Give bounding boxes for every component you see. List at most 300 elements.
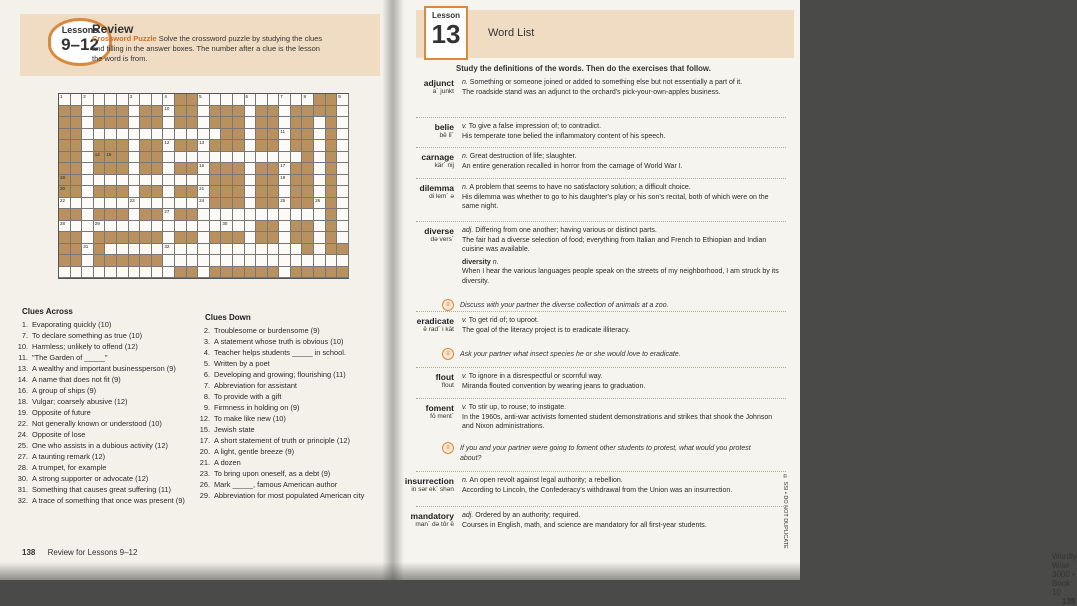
crossword-answer-cell[interactable] [279, 209, 291, 221]
crossword-answer-cell[interactable] [105, 198, 117, 210]
crossword-answer-cell[interactable] [279, 117, 291, 129]
crossword-answer-cell[interactable] [117, 175, 129, 187]
crossword-answer-cell[interactable] [279, 267, 291, 279]
crossword-answer-cell[interactable] [337, 152, 349, 164]
crossword-answer-cell[interactable] [198, 244, 210, 256]
lesson-label: Lesson [431, 11, 460, 20]
clue-text: Abbreviation for most populated American city [214, 491, 365, 500]
crossword-answer-cell[interactable] [140, 267, 152, 279]
crossword-answer-cell[interactable] [82, 117, 94, 129]
crossword-answer-cell[interactable] [245, 232, 257, 244]
crossword-answer-cell[interactable] [279, 255, 291, 267]
crossword-answer-cell[interactable] [198, 163, 210, 175]
crossword-answer-cell[interactable] [71, 94, 83, 106]
crossword-answer-cell[interactable] [140, 244, 152, 256]
crossword-answer-cell[interactable] [117, 198, 129, 210]
crossword-answer-cell[interactable] [337, 221, 349, 233]
crossword-answer-cell[interactable] [82, 232, 94, 244]
crossword-answer-cell[interactable] [337, 94, 349, 106]
crossword-block-cell [59, 186, 71, 198]
crossword-block-cell [302, 163, 314, 175]
crossword-answer-cell[interactable] [175, 221, 187, 233]
entry-word: carnage [421, 152, 454, 162]
crossword-answer-cell[interactable] [302, 94, 314, 106]
crossword-answer-cell[interactable] [198, 186, 210, 198]
crossword-answer-cell[interactable] [140, 175, 152, 187]
crossword-answer-cell[interactable] [82, 152, 94, 164]
clue-text: A short statement of truth or principle (12) [214, 436, 350, 445]
entry-head [396, 403, 454, 420]
crossword-answer-cell[interactable] [163, 152, 175, 164]
entry-pronunciation: də vers´ [430, 236, 454, 243]
clue-number: 25 [280, 197, 286, 203]
crossword-answer-cell[interactable] [337, 163, 349, 175]
crossword-answer-cell[interactable] [187, 198, 199, 210]
crossword-answer-cell[interactable] [82, 106, 94, 118]
crossword-answer-cell[interactable] [82, 244, 94, 256]
crossword-answer-cell[interactable] [105, 244, 117, 256]
crossword-block-cell [326, 244, 338, 256]
entry-word: mandatory [410, 511, 454, 521]
crossword-answer-cell[interactable] [314, 152, 326, 164]
crossword-answer-cell[interactable] [129, 209, 141, 221]
crossword-answer-cell[interactable] [279, 198, 291, 210]
crossword-answer-cell[interactable] [221, 94, 233, 106]
crossword-answer-cell[interactable] [198, 198, 210, 210]
clue-number: 21. [199, 458, 210, 467]
crossword-answer-cell[interactable] [163, 175, 175, 187]
crossword-answer-cell[interactable] [198, 117, 210, 129]
crossword-answer-cell[interactable] [94, 129, 106, 141]
crossword-answer-cell[interactable] [337, 232, 349, 244]
crossword-answer-cell[interactable] [82, 163, 94, 175]
crossword-answer-cell[interactable] [233, 209, 245, 221]
crossword-answer-cell[interactable] [245, 140, 257, 152]
crossword-grid [58, 93, 348, 277]
clue-number: 11 [280, 128, 285, 134]
crossword-answer-cell[interactable] [152, 198, 164, 210]
crossword-block-cell [129, 232, 141, 244]
crossword-answer-cell[interactable] [210, 255, 222, 267]
crossword-answer-cell[interactable] [105, 221, 117, 233]
crossword-answer-cell[interactable] [314, 209, 326, 221]
crossword-answer-cell[interactable] [82, 209, 94, 221]
clue-item [14, 473, 185, 484]
crossword-block-cell [59, 117, 71, 129]
crossword-answer-cell[interactable] [187, 255, 199, 267]
crossword-answer-cell[interactable] [256, 152, 268, 164]
crossword-answer-cell[interactable] [314, 163, 326, 175]
crossword-answer-cell[interactable] [245, 163, 257, 175]
crossword-answer-cell[interactable] [59, 94, 71, 106]
crossword-answer-cell[interactable] [256, 255, 268, 267]
crossword-answer-cell[interactable] [221, 152, 233, 164]
crossword-answer-cell[interactable] [187, 152, 199, 164]
crossword-answer-cell[interactable] [210, 94, 222, 106]
crossword-answer-cell[interactable] [233, 244, 245, 256]
crossword-answer-cell[interactable] [198, 232, 210, 244]
crossword-answer-cell[interactable] [268, 255, 280, 267]
crossword-answer-cell[interactable] [314, 255, 326, 267]
crossword-block-cell [326, 106, 338, 118]
crossword-answer-cell[interactable] [279, 244, 291, 256]
crossword-block-cell [94, 117, 106, 129]
crossword-answer-cell[interactable] [129, 152, 141, 164]
crossword-answer-cell[interactable] [163, 255, 175, 267]
crossword-answer-cell[interactable] [129, 140, 141, 152]
crossword-answer-cell[interactable] [59, 267, 71, 279]
clue-number: 29. [199, 491, 210, 500]
crossword-answer-cell[interactable] [198, 94, 210, 106]
crossword-answer-cell[interactable] [279, 94, 291, 106]
crossword-answer-cell[interactable] [337, 255, 349, 267]
crossword-block-cell [221, 129, 233, 141]
clue-number: 17 [280, 163, 286, 168]
crossword-block-cell [302, 232, 314, 244]
entry-pronunciation: kär´ nij [434, 162, 454, 169]
crossword-answer-cell[interactable] [175, 244, 187, 256]
clue-item [14, 396, 185, 407]
clue-item [14, 462, 185, 473]
crossword-answer-cell[interactable] [198, 106, 210, 118]
clue-number: 28. [17, 463, 28, 472]
clue-number: 22. [17, 419, 28, 428]
crossword-answer-cell[interactable] [105, 94, 117, 106]
part-of-speech: n. [462, 153, 468, 160]
crossword-answer-cell[interactable] [268, 94, 280, 106]
crossword-answer-cell[interactable] [82, 94, 94, 106]
crossword-answer-cell[interactable] [221, 255, 233, 267]
crossword-answer-cell[interactable] [221, 221, 233, 233]
clue-number: 7. [203, 381, 210, 390]
crossword-answer-cell[interactable] [82, 267, 94, 279]
crossword-answer-cell[interactable] [245, 221, 257, 233]
crossword-answer-cell[interactable] [256, 94, 268, 106]
crossword-answer-cell[interactable] [187, 175, 199, 187]
crossword-answer-cell[interactable] [163, 198, 175, 210]
crossword-answer-cell[interactable] [279, 232, 291, 244]
crossword-block-cell [94, 209, 106, 221]
crossword-answer-cell[interactable] [245, 244, 257, 256]
crossword-answer-cell[interactable] [291, 94, 303, 106]
crossword-answer-cell[interactable] [163, 267, 175, 279]
entry-pronunciation: fō ment´ [430, 413, 454, 420]
entry-example: Courses in English, math, and science are mandatory for all first-year students. [462, 521, 707, 529]
entry-pronunciation: man´ də tôr ē [415, 521, 454, 528]
crossword-answer-cell[interactable] [210, 244, 222, 256]
crossword-answer-cell[interactable] [140, 198, 152, 210]
crossword-answer-cell[interactable] [117, 221, 129, 233]
crossword-answer-cell[interactable] [129, 117, 141, 129]
clue-number: 14 [94, 151, 100, 157]
clue-item [196, 468, 364, 479]
crossword-answer-cell[interactable] [129, 106, 141, 118]
crossword-answer-cell[interactable] [337, 117, 349, 129]
crossword-block-cell [233, 232, 245, 244]
crossword-answer-cell[interactable] [152, 175, 164, 187]
clue-number: 5. [203, 359, 210, 368]
crossword-answer-cell[interactable] [210, 221, 222, 233]
crossword-answer-cell[interactable] [302, 255, 314, 267]
crossword-block-cell [152, 232, 164, 244]
crossword-answer-cell[interactable] [94, 94, 106, 106]
crossword-block-cell [105, 232, 117, 244]
derived-form [462, 258, 780, 287]
crossword-block-cell [256, 106, 268, 118]
clue-item [14, 407, 185, 418]
entry-body [462, 78, 780, 97]
crossword-answer-cell[interactable] [105, 175, 117, 187]
crossword-answer-cell[interactable] [105, 267, 117, 279]
crossword-answer-cell[interactable] [337, 209, 349, 221]
crossword-answer-cell[interactable] [94, 267, 106, 279]
crossword-answer-cell[interactable] [198, 267, 210, 279]
crossword-answer-cell[interactable] [163, 94, 175, 106]
crossword-answer-cell[interactable] [117, 244, 129, 256]
crossword-answer-cell[interactable] [337, 140, 349, 152]
crossword-answer-cell[interactable] [302, 209, 314, 221]
crossword-answer-cell[interactable] [337, 175, 349, 187]
crossword-answer-cell[interactable] [198, 152, 210, 164]
crossword-answer-cell[interactable] [163, 129, 175, 141]
clue-number: 12. [199, 414, 210, 423]
crossword-answer-cell[interactable] [140, 221, 152, 233]
crossword-answer-cell[interactable] [268, 244, 280, 256]
crossword-answer-cell[interactable] [105, 129, 117, 141]
crossword-answer-cell[interactable] [187, 129, 199, 141]
crossword-answer-cell[interactable] [94, 221, 106, 233]
crossword-block-cell [152, 117, 164, 129]
crossword-block-cell [152, 152, 164, 164]
clue-number: 17. [199, 436, 210, 445]
crossword-answer-cell[interactable] [152, 267, 164, 279]
crossword-block-cell [302, 152, 314, 164]
crossword-block-cell [233, 163, 245, 175]
discussion-text: Discuss with your partner the diverse collection of animals at a zoo. [460, 302, 669, 309]
crossword-answer-cell[interactable] [129, 129, 141, 141]
crossword-answer-cell[interactable] [187, 244, 199, 256]
clue-text: Abbreviation for assistant [214, 381, 297, 390]
crossword-answer-cell[interactable] [314, 140, 326, 152]
clue-number: 19. [17, 408, 28, 417]
crossword-answer-cell[interactable] [279, 163, 291, 175]
crossword-answer-cell[interactable] [163, 221, 175, 233]
crossword-block-cell [337, 267, 349, 279]
crossword-answer-cell[interactable] [163, 140, 175, 152]
crossword-answer-cell[interactable] [314, 175, 326, 187]
crossword-answer-cell[interactable] [82, 198, 94, 210]
crossword-answer-cell[interactable] [129, 267, 141, 279]
crossword-block-cell [256, 198, 268, 210]
clue-text: Written by a poet [214, 359, 270, 368]
crossword-answer-cell[interactable] [163, 106, 175, 118]
crossword-answer-cell[interactable] [59, 221, 71, 233]
crossword-block-cell [314, 267, 326, 279]
crossword-answer-cell[interactable] [279, 140, 291, 152]
derived-example: When I hear the various languages people speak on the streets of my neighborhood, I am struck by its diversity. [462, 268, 779, 285]
crossword-answer-cell[interactable] [163, 117, 175, 129]
crossword-answer-cell[interactable] [71, 198, 83, 210]
crossword-answer-cell[interactable] [163, 209, 175, 221]
crossword-answer-cell[interactable] [198, 129, 210, 141]
crossword-answer-cell[interactable] [314, 129, 326, 141]
entry-word: eradicate [416, 316, 454, 326]
crossword-answer-cell[interactable] [314, 244, 326, 256]
crossword-answer-cell[interactable] [71, 221, 83, 233]
clue-text: Mark _____, famous American author [214, 480, 338, 489]
crossword-answer-cell[interactable] [82, 255, 94, 267]
crossword-answer-cell[interactable] [279, 186, 291, 198]
crossword-answer-cell[interactable] [152, 94, 164, 106]
clue-number: 27 [164, 209, 170, 214]
crossword-answer-cell[interactable] [175, 129, 187, 141]
crossword-answer-cell[interactable] [152, 244, 164, 256]
crossword-answer-cell[interactable] [210, 129, 222, 141]
crossword-answer-cell[interactable] [279, 175, 291, 187]
clue-text: Troublesome or burdensome (9) [214, 326, 320, 335]
crossword-answer-cell[interactable] [291, 152, 303, 164]
crossword-answer-cell[interactable] [314, 198, 326, 210]
clue-number: 12 [164, 140, 170, 145]
crossword-answer-cell[interactable] [210, 152, 222, 164]
crossword-answer-cell[interactable] [314, 186, 326, 198]
crossword-answer-cell[interactable] [82, 140, 94, 152]
crossword-answer-cell[interactable] [71, 267, 83, 279]
clue-number: 29 [94, 220, 100, 226]
crossword-answer-cell[interactable] [175, 255, 187, 267]
review-instructions [92, 34, 332, 64]
crossword-answer-cell[interactable] [326, 255, 338, 267]
crossword-answer-cell[interactable] [94, 175, 106, 187]
entry-divider [416, 506, 786, 507]
crossword-answer-cell[interactable] [279, 221, 291, 233]
crossword-answer-cell[interactable] [337, 106, 349, 118]
left-footer-text: Review for Lessons 9–12 [47, 548, 138, 557]
crossword-answer-cell[interactable] [82, 221, 94, 233]
crossword-answer-cell[interactable] [129, 186, 141, 198]
crossword-answer-cell[interactable] [233, 255, 245, 267]
crossword-answer-cell[interactable] [245, 129, 257, 141]
crossword-answer-cell[interactable] [337, 198, 349, 210]
crossword-answer-cell[interactable] [94, 198, 106, 210]
crossword-answer-cell[interactable] [245, 152, 257, 164]
entry-example: The fair had a diverse selection of food; everything from Italian and French to Ethiopian and Indian cuisine was available. [462, 236, 767, 253]
crossword-answer-cell[interactable] [279, 152, 291, 164]
crossword-answer-cell[interactable] [198, 209, 210, 221]
crossword-answer-cell[interactable] [314, 232, 326, 244]
crossword-answer-cell[interactable] [337, 129, 349, 141]
crossword-block-cell [105, 163, 117, 175]
crossword-answer-cell[interactable] [117, 267, 129, 279]
crossword-answer-cell[interactable] [268, 152, 280, 164]
crossword-answer-cell[interactable] [129, 163, 141, 175]
crossword-answer-cell[interactable] [140, 129, 152, 141]
crossword-answer-cell[interactable] [245, 106, 257, 118]
crossword-answer-cell[interactable] [245, 175, 257, 187]
crossword-answer-cell[interactable] [59, 198, 71, 210]
crossword-answer-cell[interactable] [82, 175, 94, 187]
crossword-answer-cell[interactable] [279, 106, 291, 118]
crossword-answer-cell[interactable] [314, 117, 326, 129]
crossword-answer-cell[interactable] [337, 186, 349, 198]
crossword-answer-cell[interactable] [175, 198, 187, 210]
crossword-answer-cell[interactable] [163, 232, 175, 244]
lesson-badge [424, 6, 468, 60]
crossword-answer-cell[interactable] [82, 186, 94, 198]
crossword-answer-cell[interactable] [245, 255, 257, 267]
crossword-answer-cell[interactable] [198, 221, 210, 233]
clue-number: 11. [18, 353, 28, 362]
clue-number: 16. [17, 386, 28, 395]
entry-pronunciation: ē rad´ i kāt [423, 326, 454, 333]
crossword-answer-cell[interactable] [268, 209, 280, 221]
crossword-answer-cell[interactable] [175, 175, 187, 187]
crossword-answer-cell[interactable] [129, 198, 141, 210]
crossword-answer-cell[interactable] [245, 117, 257, 129]
crossword-answer-cell[interactable] [140, 94, 152, 106]
crossword-block-cell [175, 186, 187, 198]
left-page [0, 0, 392, 580]
discussion-text: If you and your partner were going to foment other students to protest, what would you protest about? [460, 445, 751, 462]
crossword-block-cell [314, 106, 326, 118]
crossword-answer-cell[interactable] [187, 221, 199, 233]
crossword-answer-cell[interactable] [291, 244, 303, 256]
crossword-answer-cell[interactable] [129, 244, 141, 256]
crossword-answer-cell[interactable] [279, 129, 291, 141]
clue-number: 10. [17, 342, 28, 351]
clue-number: 4. [203, 348, 210, 357]
crossword-answer-cell[interactable] [233, 94, 245, 106]
crossword-answer-cell[interactable] [198, 255, 210, 267]
crossword-answer-cell[interactable] [163, 244, 175, 256]
clue-number: 31. [17, 485, 28, 494]
crossword-block-cell [71, 186, 83, 198]
crossword-answer-cell[interactable] [129, 221, 141, 233]
crossword-block-cell [302, 221, 314, 233]
crossword-answer-cell[interactable] [314, 221, 326, 233]
crossword-answer-cell[interactable] [152, 221, 164, 233]
crossword-answer-cell[interactable] [245, 209, 257, 221]
clue-item [14, 330, 185, 341]
crossword-answer-cell[interactable] [256, 244, 268, 256]
crossword-answer-cell[interactable] [129, 175, 141, 187]
crossword-answer-cell[interactable] [175, 152, 187, 164]
crossword-answer-cell[interactable] [221, 209, 233, 221]
crossword-answer-cell[interactable] [152, 129, 164, 141]
crossword-answer-cell[interactable] [245, 94, 257, 106]
crossword-answer-cell[interactable] [163, 163, 175, 175]
crossword-answer-cell[interactable] [117, 94, 129, 106]
crossword-answer-cell[interactable] [198, 140, 210, 152]
crossword-answer-cell[interactable] [233, 221, 245, 233]
crossword-answer-cell[interactable] [163, 186, 175, 198]
crossword-answer-cell[interactable] [117, 129, 129, 141]
crossword-answer-cell[interactable] [82, 129, 94, 141]
crossword-answer-cell[interactable] [221, 244, 233, 256]
page-shadow [0, 562, 800, 580]
crossword-answer-cell[interactable] [291, 209, 303, 221]
crossword-answer-cell[interactable] [233, 152, 245, 164]
crossword-answer-cell[interactable] [245, 186, 257, 198]
crossword-answer-cell[interactable] [291, 255, 303, 267]
crossword-answer-cell[interactable] [245, 198, 257, 210]
crossword-answer-cell[interactable] [210, 209, 222, 221]
crossword-block-cell [221, 186, 233, 198]
crossword-block-cell [302, 267, 314, 279]
crossword-answer-cell[interactable] [256, 209, 268, 221]
crossword-answer-cell[interactable] [129, 94, 141, 106]
crossword-answer-cell[interactable] [198, 175, 210, 187]
